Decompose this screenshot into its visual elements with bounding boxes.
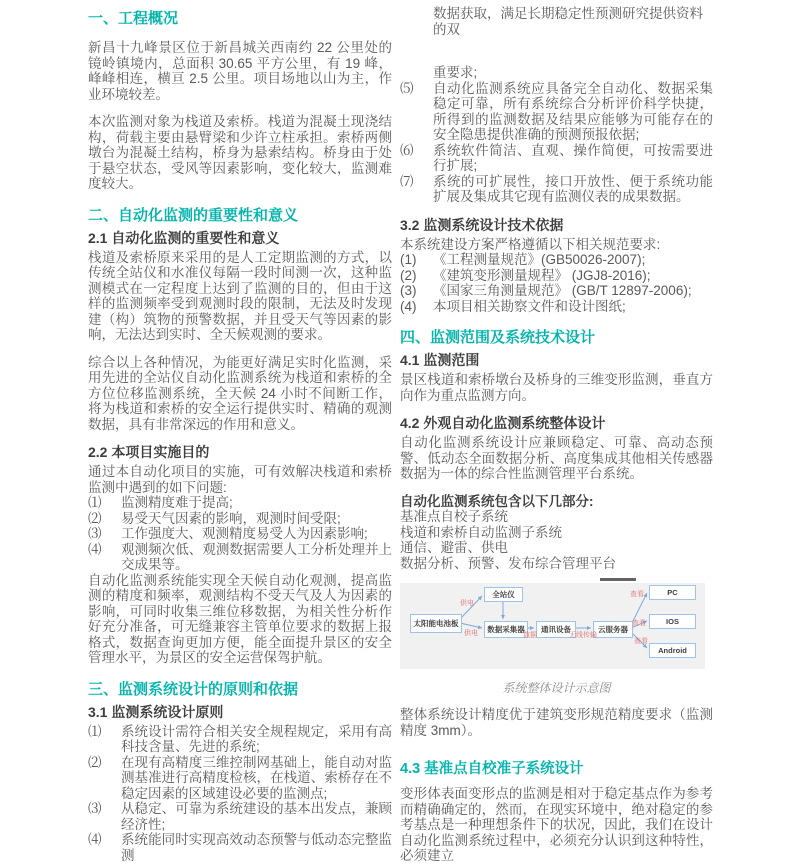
list-item <box>88 495 392 511</box>
edge-label-data: 数据 <box>523 632 537 639</box>
edge-label-view: 查看 <box>632 620 646 627</box>
node-label: 太阳能电池板 <box>413 618 459 628</box>
list-line: 数据分析、预警、发布综合管理平台 <box>400 555 616 571</box>
list-item-text: 系统设计需符合相关安全规程规定，采用有高科技含量、先进的系统; <box>121 723 392 754</box>
list-item-text: 《工程测量规范》(GB50026-2007); <box>433 252 646 267</box>
edge-label-view: 查看 <box>630 591 644 598</box>
list-item <box>88 724 392 755</box>
edge-label-wireless: 无线传输 <box>569 632 597 639</box>
list-item <box>88 526 392 542</box>
list-item-text: 从稳定、可靠为系统建设的基本出发点，兼顾经济性; <box>121 801 392 832</box>
list-item-text: 系统软件简洁、直观、操作简便，可按需要进行扩展; <box>433 142 713 173</box>
diagram-node-solar-panel <box>410 614 462 633</box>
diagram-node-total-station <box>484 587 523 602</box>
section-heading: 四、监测范围及系统技术设计 <box>400 329 596 346</box>
paragraph-continuation: 重要求; <box>433 65 478 80</box>
section-heading: 一、工程概况 <box>88 10 179 27</box>
list-marker: (2) <box>400 267 417 283</box>
list-marker: ⑶ <box>88 526 102 541</box>
list-marker: ⑶ <box>88 801 102 816</box>
list-item <box>400 268 713 284</box>
document-column-left <box>88 6 392 863</box>
list-item <box>400 81 713 143</box>
section-heading: 二、自动化监测的重要性和意义 <box>88 206 299 224</box>
paragraph: 综合以上各种情况，为能更好满足实时化监测，采用先进的全站仪自动化监测系统为栈道和索桥的全方位位移监测系统，全天候 24 小时不间断工作，将为栈道和索桥的安全运行提供实时、精确的观测数据，具有非常深远的作用和意义。 <box>88 354 392 432</box>
subsection-heading: 2.2 本项目实施目的 <box>88 444 210 460</box>
paragraph-continuation: 数据获取，满足长期稳定性预测研究提供资料的双 <box>433 6 703 37</box>
diagram-node-cloud-server <box>593 621 633 638</box>
list-item-text: 本项目相关勘察文件和设计图纸; <box>433 298 626 314</box>
list-item <box>400 174 713 205</box>
list-item-text: 监测精度难于提高; <box>121 495 233 510</box>
diagram-node-pc <box>649 585 696 600</box>
list-marker: ⑷ <box>88 832 102 847</box>
list-item-text: 系统能同时实现高效动态预警与低动态完整监测 <box>121 832 392 863</box>
list-marker: (1) <box>400 252 417 267</box>
list-item <box>400 252 713 268</box>
diagram-node-android <box>649 643 696 658</box>
list-item <box>88 542 392 573</box>
list-item-text: 系统的可扩展性，接口开放性、便于系统功能扩展及集成其它现有监测仪表的成果数据。 <box>433 173 713 204</box>
paragraph: 自动化监测系统能实现全天候自动化观测，提高监测的精度和频率，观测结构不受天气及人为因素的影响，可同时收集三维位移数据，为相关性分析作好充分准备，可无缝兼容主管单位要求的数据上报格式，数据查询更加方便，能全面提升景区的安全管理水平，为景区的安全运营保驾护航。 <box>88 572 392 665</box>
list-marker: ⑵ <box>88 510 102 526</box>
figure-caption: 系统整体设计示意图 <box>502 681 611 695</box>
dark-artifact-bar <box>600 578 636 581</box>
list-item <box>88 832 392 863</box>
paragraph: 新昌十九峰景区位于新昌城关西南约 22 公里处的镜岭镇境内，总面积 30.65 平方公里，有 19 峰，峰峰相连，横亘 2.5 公里。项目场地以山为主，作业环境较差。 <box>88 40 392 102</box>
list-marker: ⑺ <box>400 173 414 189</box>
list-marker: (3) <box>400 283 417 298</box>
node-label: Android <box>658 645 687 655</box>
list-item-text: 《国家三角测量规范》 (GB/T 12897-2006); <box>433 283 692 298</box>
diagram-node-ios <box>649 614 696 629</box>
node-label: IOS <box>666 616 679 626</box>
list-marker: ⑷ <box>88 541 102 557</box>
paragraph: 本系统建设方案严格遵循以下相关规范要求: <box>400 236 661 252</box>
list-line: 栈道和索桥自动监测子系统 <box>400 524 562 540</box>
list-marker: ⑵ <box>88 754 102 770</box>
list-item-text: 观测频次低、观测数据需要人工分析处理并上交成果等。 <box>121 541 392 572</box>
paragraph: 栈道及索桥原来采用的是人工定期监测的方式，以传统全站仪和水准仪每隔一段时间测一次，这种监测模式在一定程度上达到了监测的目的，但由于这样的监测频率受到观测时段的限制，无法及时发现建（构）筑物的预警数据，并且受天气等因素的影响，无法达到实时、全天候观测的要求。 <box>88 249 392 342</box>
paragraph: 景区栈道和索桥墩台及桥身的三维变形监测，垂直方向作为重点监测方向。 <box>400 372 713 403</box>
list-marker: (4) <box>400 298 417 314</box>
section-heading: 三、监测系统设计的原则和依据 <box>88 680 299 698</box>
node-label: 数据采集器 <box>487 624 525 634</box>
document-column-right <box>400 6 713 864</box>
paragraph: 变形体表面变形点的监测是相对于稳定基点作为参考而精确确定的，然而，在现实环境中，绝对稳定的参考基点是一种理想条件下的状况，因此，我们在设计自动化监测系统过程中，必须充分认识到这种特性，必须建立 <box>400 786 713 863</box>
list-marker: ⑴ <box>88 723 102 739</box>
list-item <box>400 299 713 315</box>
subsection-heading-teal: 4.3 基准点自校准子系统设计 <box>400 761 584 777</box>
list-item-text: 易受天气因素的影响，观测时间受限; <box>121 510 341 526</box>
list-item-text: 工作强度大、观测精度易受人为因素影响; <box>121 526 368 541</box>
system-design-diagram <box>400 583 705 669</box>
subsection-heading: 3.2 监测系统设计技术依据 <box>400 216 564 233</box>
node-label: PC <box>667 587 678 597</box>
node-label: 云服务器 <box>598 624 628 634</box>
list-item-text: 在现有高精度三维控制网基础上，能自动对监测基准进行高精度检核，在栈道、索桥存在不稳定因素的区域建设必要的监测点; <box>121 754 392 801</box>
bold-lead-line: 自动化监测系统包含以下几部分: <box>400 493 594 509</box>
list-marker: ⑸ <box>400 80 414 96</box>
list-item-text: 自动化监测系统应具备完全自动化、数据采集稳定可靠，所有系统综合分析评价科学快捷，所得到的监测数据及结果应能够为可能存在的安全隐患提供准确的预测预报依据; <box>433 80 713 142</box>
subsection-heading: 4.1 监测范围 <box>400 352 480 368</box>
list-line: 基准点自校子系统 <box>400 509 508 524</box>
paragraph: 整体系统设计精度优于建筑变形规范精度要求（监测精度 3mm）。 <box>400 707 713 738</box>
list-marker: ⑴ <box>88 495 102 510</box>
list-item <box>400 283 713 299</box>
subsection-heading: 4.2 外观自动化监测系统整体设计 <box>400 415 606 431</box>
list-line: 通信、避雷、供电 <box>400 540 508 555</box>
paragraph: 通过本自动化项目的实施，可有效解决栈道和索桥监测中遇到的如下问题: <box>88 464 392 495</box>
list-item-text: 《建筑变形测量规程》 (JGJ8-2016); <box>433 267 651 283</box>
edge-label-power: 供电 <box>464 630 478 637</box>
node-label: 通讯设备 <box>541 624 571 634</box>
subsection-heading: 2.1 自动化监测的重要性和意义 <box>88 229 280 246</box>
list-item <box>88 801 392 832</box>
edge-label-power: 供电 <box>460 600 474 607</box>
list-item <box>88 511 392 527</box>
node-label: 全站仪 <box>492 589 515 599</box>
list-item <box>400 143 713 174</box>
edge-label-view: 查看 <box>634 638 648 645</box>
subsection-heading: 3.1 监测系统设计原则 <box>88 703 224 720</box>
paragraph: 自动化监测系统设计应兼顾稳定、可靠、高动态预警、低动态全面数据分析、高度集成其他相关传感器数据为一体的综合性监测管理平台系统。 <box>400 435 713 481</box>
diagram-node-data-collector <box>484 621 528 638</box>
paragraph: 本次监测对象为栈道及索桥。栈道为混凝土现浇结构，荷载主要由悬臂梁和少许立柱承担。索桥两侧墩台为混凝土结构，桥身为悬索结构。桥身由于处于悬空状态，受风等因素影响，变化较大，监测难度较大。 <box>88 114 392 191</box>
list-marker: ⑹ <box>400 142 414 158</box>
list-item <box>88 755 392 802</box>
